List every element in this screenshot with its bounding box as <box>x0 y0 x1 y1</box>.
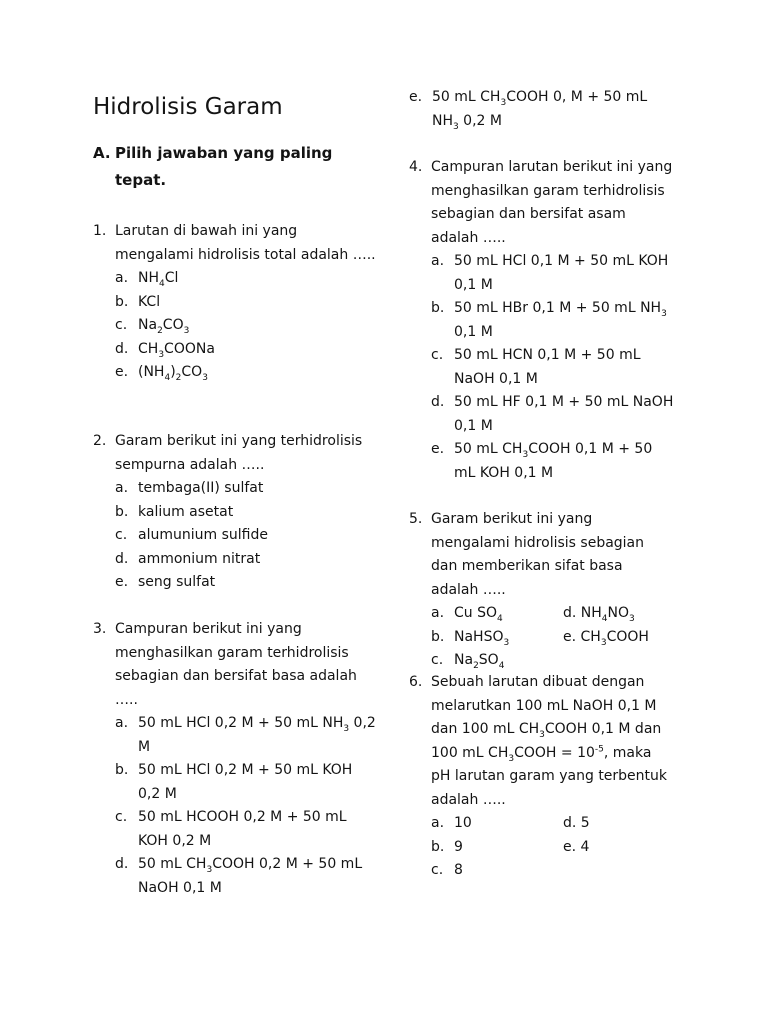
page-title: Hidrolisis Garam <box>93 94 283 120</box>
question-number: 2. <box>93 433 107 449</box>
question-stem: Garam berikut ini yang mengalami hidrolisis sebagian dan memberikan sifat basa adalah ….. <box>431 511 645 598</box>
option-text: Cu $SO_4$ <box>454 605 503 624</box>
option-b <box>431 626 563 650</box>
option-text: 50 mL HCOOH 0,2 M + 50 mL KOH 0,2 M <box>138 809 347 849</box>
option-letter: e. <box>563 628 577 645</box>
option-letter: e. <box>563 838 577 855</box>
option-text: $Na_2SO_4$ <box>454 652 505 671</box>
option-text: 4 <box>580 838 590 855</box>
option-b <box>431 836 563 860</box>
option-e <box>93 361 378 385</box>
option-a <box>431 812 563 836</box>
option-letter: a. <box>115 270 129 286</box>
question-stem: Larutan di bawah ini yang mengalami hidrolisis total adalah ….. <box>115 223 376 263</box>
option-letter: e. <box>431 441 445 457</box>
option-letter: e. <box>409 89 423 105</box>
option-letter: d. <box>563 815 577 831</box>
option-text: 50 mL HCl 0,2 M + 50 mL $NH_3$ 0,2 M <box>138 715 376 755</box>
option-letter: b. <box>431 300 445 316</box>
option-letter: d. <box>563 605 577 621</box>
option-letter: e. <box>115 574 129 590</box>
option-list <box>93 712 378 900</box>
option-text: 50 mL $CH_3COOH$ 0,1 M + 50 mL KOH 0,1 M <box>454 441 653 481</box>
option-text: $CH_3COONa$ <box>138 340 215 360</box>
question-2 <box>93 430 378 595</box>
question-stem: Campuran larutan berikut ini yang menghasilkan garam terhidrolisis sebagian dan bersifat asam adalah ….. <box>431 159 673 246</box>
option-letter: b. <box>115 293 129 310</box>
section-letter: A. <box>93 144 111 162</box>
option-d <box>409 391 674 438</box>
question-3-continued <box>409 86 674 133</box>
section-instruction: Pilih jawaban yang paling tepat. <box>115 144 333 189</box>
question-4 <box>409 156 674 485</box>
question-stem: Garam berikut ini yang terhidrolisis sempurna adalah ….. <box>115 433 363 473</box>
option-e <box>93 571 378 595</box>
question-number: 1. <box>93 223 107 239</box>
option-letter: a. <box>431 605 445 621</box>
option-letter: b. <box>115 762 129 778</box>
option-text: 50 mL HCl 0,2 M + 50 mL KOH 0,2 M <box>138 762 353 802</box>
option-a <box>93 712 378 759</box>
option-text: kalium asetat <box>138 503 234 520</box>
option-e <box>409 438 674 485</box>
option-c <box>409 344 674 391</box>
question-1 <box>93 220 378 385</box>
option-c <box>93 806 378 853</box>
option-text: 50 mL $CH_3COOH$ 0, M + 50 mL $NH_3$ 0,2 M <box>432 89 648 132</box>
option-b <box>409 297 674 344</box>
option-list <box>93 477 378 595</box>
option-text: NaHSO$_3$ <box>454 628 510 648</box>
option-letter: b. <box>431 628 445 645</box>
option-text: alumunium sulfide <box>138 527 268 543</box>
option-c <box>431 859 563 883</box>
question-number: 5. <box>409 511 423 527</box>
question-stem: Sebuah larutan dibuat dengan melarutkan 100 mL NaOH 0,1 M dan 100 mL $CH_3COOH$ 0,1 M dan 100 mL $CH_3COOH = 10^{-5}$, maka pH larutan garam yang terbentuk adalah ….. <box>431 674 668 808</box>
option-text: $(NH_4)_2CO_3$ <box>138 364 208 383</box>
option-letter: a. <box>115 715 129 731</box>
question-3 <box>93 618 378 900</box>
option-e <box>563 626 683 650</box>
option-letter: e. <box>115 364 129 380</box>
option-a <box>431 602 563 626</box>
option-list <box>409 250 674 485</box>
option-letter: a. <box>431 815 445 831</box>
option-d <box>563 602 683 626</box>
option-text: seng sulfat <box>138 574 216 590</box>
option-d <box>93 853 378 900</box>
option-a <box>93 267 378 291</box>
option-a <box>93 477 378 501</box>
option-text: 9 <box>454 838 463 855</box>
option-letter: b. <box>115 503 129 520</box>
option-letter: d. <box>115 856 129 872</box>
question-5 <box>409 508 674 673</box>
option-a <box>409 250 674 297</box>
option-text: tembaga(II) sulfat <box>138 480 264 496</box>
option-text: 50 mL HF 0,1 M + 50 mL NaOH 0,1 M <box>454 394 674 434</box>
option-letter: c. <box>115 317 128 333</box>
option-text: 50 mL HCN 0,1 M + 50 mL NaOH 0,1 M <box>454 347 641 387</box>
option-d <box>93 548 378 572</box>
option-letter: c. <box>115 809 128 825</box>
option-c <box>93 524 378 548</box>
option-list <box>93 267 378 385</box>
option-text: $Na_2CO_3$ <box>138 317 190 336</box>
option-text: ammonium nitrat <box>138 550 261 567</box>
option-c <box>431 649 563 673</box>
option-text: 10 <box>454 815 472 831</box>
option-d <box>563 812 683 836</box>
question-number: 4. <box>409 159 423 175</box>
option-letter: d. <box>115 340 129 357</box>
option-letter: c. <box>431 652 444 668</box>
option-text: KCl <box>138 293 161 310</box>
option-e <box>409 86 674 133</box>
option-letter: c. <box>431 347 444 363</box>
option-text: $NH_4Cl$ <box>138 270 179 289</box>
option-letter: d. <box>115 550 129 567</box>
option-list <box>409 86 674 133</box>
question-number: 3. <box>93 621 107 637</box>
option-text: 50 mL $CH_3COOH$ 0,2 M + 50 mL NaOH 0,1 M <box>138 856 363 896</box>
option-grid <box>409 602 674 673</box>
option-d <box>93 338 378 362</box>
option-text: $NH_4NO_3$ <box>580 605 635 624</box>
option-text: $CH_3COOH$ <box>580 628 649 648</box>
question-number: 6. <box>409 674 423 690</box>
option-letter: a. <box>431 253 445 269</box>
option-c <box>93 314 378 338</box>
option-e <box>563 836 683 860</box>
option-b <box>93 291 378 315</box>
question-stem: Campuran berikut ini yang menghasilkan garam terhidrolisis sebagian dan bersifat basa adalah ….. <box>115 621 357 708</box>
option-text: 50 mL HCl 0,1 M + 50 mL KOH 0,1 M <box>454 253 669 293</box>
option-letter: c. <box>431 862 444 878</box>
option-text: 5 <box>580 815 590 831</box>
option-letter: d. <box>431 394 445 410</box>
option-grid <box>409 812 674 883</box>
option-letter: c. <box>115 527 128 543</box>
option-letter: b. <box>431 838 445 855</box>
section-heading <box>93 140 353 194</box>
option-b <box>93 759 378 806</box>
question-6 <box>409 671 674 883</box>
option-text: 8 <box>454 862 463 878</box>
option-letter: a. <box>115 480 129 496</box>
option-b <box>93 501 378 525</box>
option-text: 50 mL HBr 0,1 M + 50 mL $NH_3$ 0,1 M <box>454 300 667 340</box>
